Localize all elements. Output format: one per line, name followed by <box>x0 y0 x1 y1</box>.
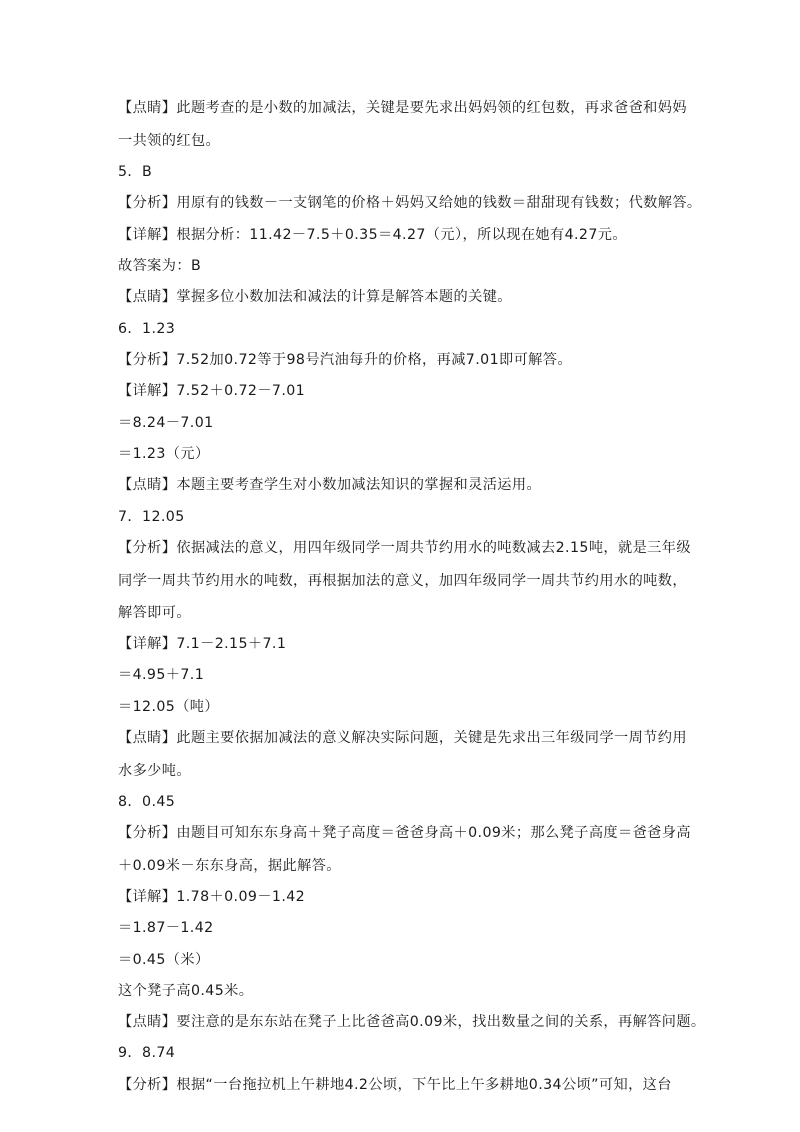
text-line: 【详解】7.52＋0.72－7.01 <box>118 383 306 399</box>
text-line: 【详解】根据分析：11.42－7.5＋0.35＝4.27（元），所以现在她有4.27元。 <box>118 227 627 243</box>
text-line: 【详解】1.78＋0.09－1.42 <box>118 889 306 905</box>
question-number: 8．0.45 <box>118 794 176 810</box>
text-line: 【点睛】此题考查的是小数的加减法，关键是要先求出妈妈领的红包数，再求爸爸和妈妈 <box>118 100 687 116</box>
text-line: 【分析】7.52加0.72等于98号汽油每升的价格，再减7.01即可解答。 <box>118 352 572 368</box>
text-line: ＝1.87－1.42 <box>118 920 214 936</box>
text-line: 【分析】根据“一台拖拉机上午耕地4.2公顷，下午比上午多耕地0.34公顷”可知，这台 <box>118 1077 672 1093</box>
question-number: 9．8.74 <box>118 1045 176 1061</box>
text-line: ＝4.95＋7.1 <box>118 667 205 683</box>
text-line: 同学一周共节约用水的吨数，再根据加法的意义，加四年级同学一周共节约用水的吨数， <box>118 573 687 589</box>
text-line: 【点睛】此题主要依据加减法的意义解决实际问题，关键是先求出三年级同学一周节约用 <box>118 730 687 746</box>
text-line: ＝0.45（米） <box>118 952 210 968</box>
text-line: 故答案为：B <box>118 258 202 274</box>
text-line: 【分析】用原有的钱数－一支钢笔的价格＋妈妈又给她的钱数＝甜甜现有钱数；代数解答。 <box>118 195 702 211</box>
text-line: 【点睛】掌握多位小数加法和减法的计算是解答本题的关键。 <box>118 289 512 305</box>
text-line: ＝12.05（吨） <box>118 699 219 715</box>
text-line: 【分析】由题目可知东东身高＋凳子高度＝爸爸身高＋0.09米；那么凳子高度＝爸爸身高 <box>118 825 691 841</box>
text-line: ＝1.23（元） <box>118 446 210 462</box>
text-line: 【分析】依据减法的意义，用四年级同学一周共节约用水的吨数减去2.15吨，就是三年级 <box>118 540 691 556</box>
text-line: ＋0.09米－东东身高，据此解答。 <box>118 858 341 874</box>
question-number: 6．1.23 <box>118 321 176 337</box>
text-line: 一共领的红包。 <box>118 133 221 149</box>
text-line: 【详解】7.1－2.15＋7.1 <box>118 636 287 652</box>
text-line: 这个凳子高0.45米。 <box>118 983 254 999</box>
text-line: 解答即可。 <box>118 605 191 621</box>
question-number: 7．12.05 <box>118 509 185 525</box>
text-line: 【点睛】要注意的是东东站在凳子上比爸爸高0.09米，找出数量之间的关系，再解答问题。 <box>118 1014 706 1030</box>
text-line: ＝8.24－7.01 <box>118 415 214 431</box>
question-number: 5．B <box>118 164 153 180</box>
text-line: 水多少吨。 <box>118 763 191 779</box>
text-line: 【点睛】本题主要考查学生对小数加减法知识的掌握和灵活运用。 <box>118 477 542 493</box>
